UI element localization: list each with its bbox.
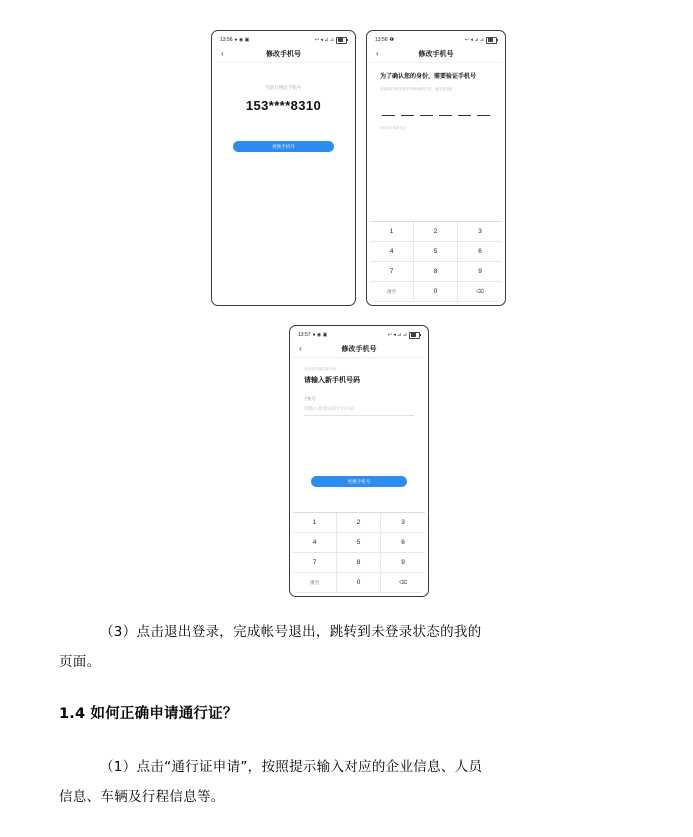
screenshot-new-number [289,325,429,597]
key-7[interactable]: 7 [293,553,337,573]
back-icon[interactable]: ‹ [221,49,224,58]
status-time: 13:56 [220,37,233,43]
phone-field-label: 手机号 [304,397,316,401]
key-5[interactable]: 5 [414,242,458,262]
screen-body [370,63,502,302]
verify-note: 验证码已发送至尾号8310的手机，请注意查收 [380,87,453,91]
nav-bar [215,46,352,63]
verify-success-label: 验证成功绑定新号码 [304,367,337,371]
key-clear[interactable]: 清空 [370,282,414,302]
screen-body [215,63,352,302]
key-clear[interactable]: 清空 [293,573,337,593]
signal-wifi-icons: ↩ ◂ ⊿ ⊿ [314,36,334,43]
key-2[interactable]: 2 [337,513,381,533]
status-bar [215,34,352,46]
backspace-icon[interactable]: ⌫ [458,282,502,302]
battery-icon [409,332,420,339]
signal-wifi-icons: ↩ ◂ ⊿ ⊿ [464,36,484,43]
section-heading: 1.4 如何正确申请通行证？ [59,706,238,722]
nav-bar [370,46,502,63]
key-0[interactable]: 0 [414,282,458,302]
key-8[interactable]: 8 [337,553,381,573]
code-cell[interactable] [382,105,395,116]
bound-number-label: 当前已绑定手机号 [265,85,302,90]
phone-screen [370,34,502,302]
submit-change-button[interactable]: 更换手机号 [311,476,407,487]
status-left-icons: ● ◉ ▣ [234,36,250,43]
key-0[interactable]: 0 [337,573,381,593]
status-bar-right [315,37,347,44]
key-6[interactable]: 6 [458,242,502,262]
status-bar-left [298,332,327,338]
screenshot-current-number [211,30,356,306]
numeric-keypad[interactable] [293,512,425,593]
backspace-icon[interactable]: ⌫ [381,573,425,593]
paragraph-permit-line2: 信息、车辆及行程信息等。 [59,789,225,805]
status-time: 13:56 [375,37,388,43]
battery-icon [486,37,497,44]
code-cell[interactable] [477,105,490,116]
status-left-icons: ❶ [389,36,394,43]
code-cell[interactable] [458,105,471,116]
status-time: 13:57 [298,332,311,338]
new-number-title: 请输入新手机号码 [304,377,360,384]
code-cell[interactable] [439,105,452,116]
key-4[interactable]: 4 [370,242,414,262]
key-4[interactable]: 4 [293,533,337,553]
key-5[interactable]: 5 [337,533,381,553]
paragraph-logout-line1: （3）点击退出登录，完成帐号退出，跳转到未登录状态的我的 [100,624,482,640]
key-3[interactable]: 3 [458,222,502,242]
key-8[interactable]: 8 [414,262,458,282]
paragraph-logout-line2: 页面。 [59,654,101,670]
battery-icon [336,37,347,44]
back-icon[interactable]: ‹ [376,49,379,58]
back-icon[interactable]: ‹ [299,344,302,353]
key-3[interactable]: 3 [381,513,425,533]
screenshot-verify-code [366,30,506,306]
bound-phone-number: 153****8310 [245,98,322,113]
key-1[interactable]: 1 [293,513,337,533]
nav-bar [293,341,425,358]
key-6[interactable]: 6 [381,533,425,553]
screen-body [293,358,425,593]
signal-wifi-icons: ↩ ◂ ⊿ ⊿ [387,331,407,338]
key-2[interactable]: 2 [414,222,458,242]
code-input-row[interactable] [382,105,490,116]
status-bar-right [388,332,420,339]
status-left-icons: ● ◉ ▣ [312,331,328,338]
phone-input[interactable]: 请输入新绑定的手机号码 [304,406,414,416]
code-cell[interactable] [420,105,433,116]
page-title: 修改手机号 [266,51,301,58]
page-title: 修改手机号 [341,346,377,353]
status-bar [370,34,502,46]
phone-screen [293,329,425,593]
key-9[interactable]: 9 [381,553,425,573]
phone-screen [215,34,352,302]
status-bar [293,329,425,341]
status-bar-left [375,37,394,43]
paragraph-permit-line1: （1）点击“通行证申请”，按照提示输入对应的企业信息、人员 [100,759,483,775]
status-bar-left [220,37,249,43]
change-phone-button[interactable]: 更换手机号 [233,141,334,152]
key-9[interactable]: 9 [458,262,502,282]
code-cell[interactable] [401,105,414,116]
numeric-keypad[interactable] [370,221,502,302]
key-7[interactable]: 7 [370,262,414,282]
key-1[interactable]: 1 [370,222,414,242]
page-title: 修改手机号 [418,51,454,58]
status-bar-right [465,37,497,44]
resend-code-tip[interactable]: 60S后可重新发送 [380,126,407,131]
verify-heading: 为了确认您的身份，需要验证手机号 [380,74,477,80]
